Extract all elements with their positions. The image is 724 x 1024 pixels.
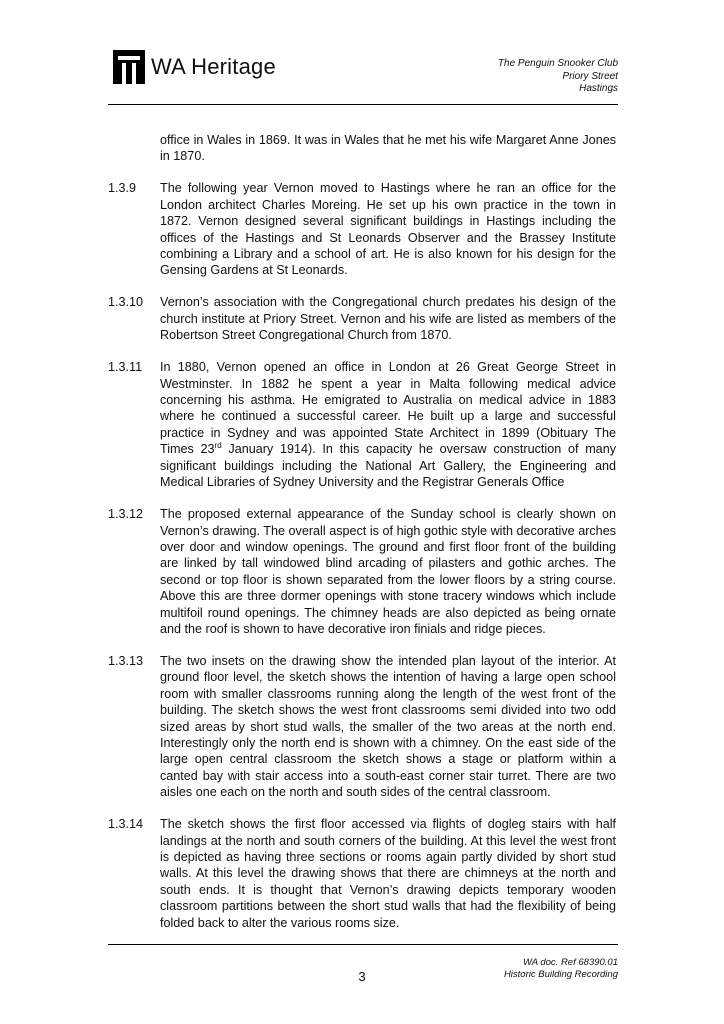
paragraph-number: 1.3.12 bbox=[108, 507, 144, 522]
paragraph-number: 1.3.13 bbox=[108, 653, 144, 668]
header-line-1: The Penguin Snooker Club bbox=[497, 58, 618, 69]
paragraph-text: Vernon’s association with the Congregational church predates his design of the church institute at Priory Street. Vernon and his wife are listed as members of the Robertson Street Congregational Church from 1870. bbox=[160, 295, 616, 343]
paragraph-text: office in Wales in 1869. It was in Wales that he met his wife Margaret Anne Jones in 1870. bbox=[160, 133, 616, 164]
header-line-2: Priory Street bbox=[562, 70, 618, 82]
ordinal-superscript: rd bbox=[214, 441, 222, 451]
paragraph-1-3-10 bbox=[108, 294, 616, 343]
paragraph-1-3-14 bbox=[108, 816, 616, 931]
wa-logo-icon bbox=[113, 50, 145, 84]
paragraph-text-part-a: In 1880, Vernon opened an office in London at 26 Great George Street in Westminster. In 1882 he spent a year in Malta following medical advice concerning his asthma. He emigrated to Australia on medical advice in 1883 where he continued a successful career. He built up a large and successful practice in Sydney and was appointed State Architect in 1899 (Obituary The Times 23 bbox=[160, 360, 616, 457]
footer-line-2: Historic Building Recording bbox=[503, 969, 618, 980]
paragraph-text-part-b: January 1914). In this capacity he oversaw construction of many significant buildings including the National Art Gallery, the Engineering and Medical Libraries of Sydney University and the Registrar Generals Office bbox=[160, 442, 616, 490]
header-divider bbox=[108, 104, 618, 105]
paragraph-text: The sketch shows the first floor accessed via flights of dogleg stairs with half landings at the north and south corners of the building. At this level the west front is depicted as having three sections or rooms again partly divided by short stud walls. At this level the drawing shows that there are chimneys at the north and south ends. It is thought that Vernon’s drawing depicts temporary wooden classroom partitions between the short stud walls that had the flexibility of being folded back to alter the various rooms size. bbox=[160, 817, 616, 930]
page-number: 3 bbox=[358, 969, 366, 984]
footer-line-1: WA doc. Ref 68390.01 bbox=[522, 957, 618, 968]
header-location bbox=[498, 58, 618, 96]
logo-text: WA Heritage bbox=[151, 54, 276, 79]
paragraph-number: 1.3.11 bbox=[108, 360, 143, 375]
paragraph-text: The following year Vernon moved to Hastings where he ran an office for the London architect Charles Moreing. He set up his own practice in the town in 1872. Vernon designed several significant buildings in Hastings including the offices of the Hastings and St Leonards Observer and the Brassey Institute combining a Library and a school of art. He is also known for his design for the Gensing Gardens at St Leonards. bbox=[160, 181, 616, 278]
paragraph-text: The two insets on the drawing show the intended plan layout of the interior. At ground floor level, the sketch shows the intention of having a large open school room with smaller classrooms running along the length of the west front of the building. The sketch shows the west front classrooms semi divided into two odd sized areas by short stud walls, the smaller of the two areas at the north end. Interestingly only the north end is shown with a chimney. On the east side of the large open central classroom the sketch shows a stage or platform within a canted bay with stair access into a south-east corner stair turret. There are two aisles one each on the north and south sides of the central classroom. bbox=[160, 653, 616, 800]
paragraph-1-3-12 bbox=[108, 506, 616, 637]
paragraph-number: 1.3.9 bbox=[108, 181, 137, 196]
paragraph-1-3-13 bbox=[108, 653, 616, 801]
footer-divider bbox=[108, 944, 618, 945]
paragraph-number: 1.3.10 bbox=[108, 295, 144, 310]
paragraph-text: The proposed external appearance of the Sunday school is clearly shown on Vernon’s drawing. The overall aspect is of high gothic style with decorative arches over door and window openings. The ground and first floor front of the building are linked by tall windowed blind arcading of pilasters and gothic arches. The second or top floor is shown separated from the lower floors by a string course. Above this are three dormer openings with stone tracery windows which include multifoil round openings. The chimney heads are also depicted as being ornate and the roof is shown to have decorative iron finials and ridge pieces. bbox=[160, 507, 616, 636]
paragraph-text bbox=[160, 359, 616, 490]
paragraph-number: 1.3.14 bbox=[108, 817, 144, 832]
paragraph-1-3-9 bbox=[108, 180, 616, 278]
paragraph-1-3-11 bbox=[108, 359, 616, 490]
paragraph-continuation bbox=[108, 132, 616, 165]
document-body bbox=[108, 132, 616, 947]
wa-heritage-logo bbox=[113, 50, 276, 84]
header-line-3: Hastings bbox=[579, 83, 618, 94]
